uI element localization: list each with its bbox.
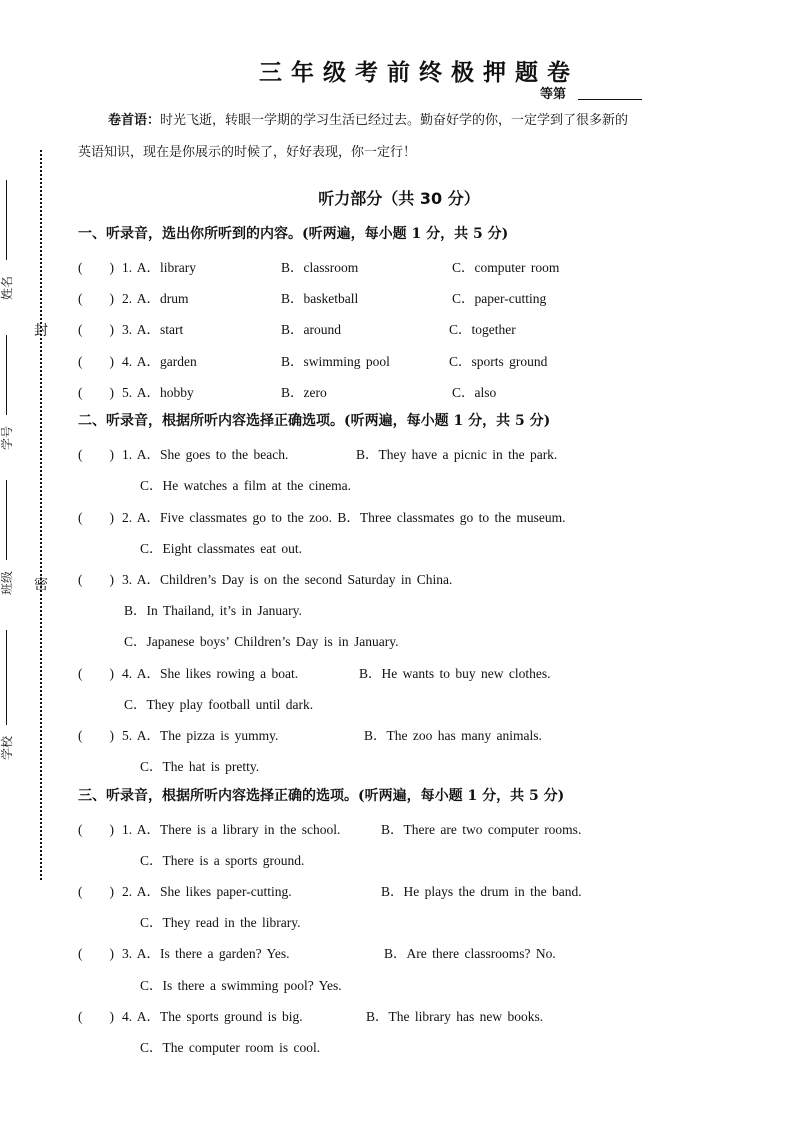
option-c: C．He watches a film at the cinema. <box>140 478 352 493</box>
student-id-label: 学号 <box>0 425 14 450</box>
option-a: 1. A．There is a library in the school. <box>122 822 341 837</box>
section-3-heading: 三、听录音，根据所听内容选择正确的选项。(听两遍，每小题 1 分，共 5 分) <box>78 788 565 804</box>
answer-paren[interactable]: ( ) <box>78 728 114 743</box>
answer-paren[interactable]: ( ) <box>78 1009 114 1024</box>
option-a-b: 2. A．Five classmates go to the zoo. B．Three classmates go to the museum. <box>122 510 566 525</box>
option-b: B．zero <box>281 385 327 400</box>
option-a: 4. A．The sports ground is big. <box>122 1009 303 1024</box>
option-a: 4. A．garden <box>122 354 197 369</box>
page-title: 三年级考前终极押题卷 <box>259 59 579 86</box>
student-id-blank-line <box>6 335 7 415</box>
option-b: B．The library has new books. <box>366 1009 544 1024</box>
option-b: B．classroom <box>281 260 359 275</box>
option-a: 1. A．library <box>122 260 196 275</box>
answer-paren[interactable]: ( ) <box>78 385 114 400</box>
option-a: 3. A．Children’s Day is on the second Saturday in China. <box>122 572 453 587</box>
intro-line-1 <box>108 109 628 128</box>
option-b: B．around <box>281 322 341 337</box>
option-b: B．In Thailand, it’s in January. <box>124 603 302 618</box>
option-c: C．They play football until dark. <box>124 697 314 712</box>
answer-paren[interactable]: ( ) <box>78 946 114 961</box>
option-a: 3. A．start <box>122 322 184 337</box>
grade-blank-line <box>578 99 642 100</box>
answer-paren[interactable]: ( ) <box>78 260 114 275</box>
answer-paren[interactable]: ( ) <box>78 322 114 337</box>
option-c: C．Is there a swimming pool? Yes. <box>140 978 342 993</box>
option-a: 2. A．She likes paper-cutting. <box>122 884 292 899</box>
option-c: C．Japanese boys’ Children’s Day is in January. <box>124 634 399 649</box>
class-label: 班级 <box>0 570 14 595</box>
answer-paren[interactable]: ( ) <box>78 666 114 681</box>
grade-label: 等第 <box>540 87 567 102</box>
listening-part-title: 听力部分（共 30 分） <box>318 189 480 208</box>
option-c: C．also <box>452 385 497 400</box>
option-a: 4. A．She likes rowing a boat. <box>122 666 299 681</box>
answer-paren[interactable]: ( ) <box>78 447 114 462</box>
answer-paren[interactable]: ( ) <box>78 822 114 837</box>
option-c: C．Eight classmates eat out. <box>140 541 302 556</box>
answer-paren[interactable]: ( ) <box>78 354 114 369</box>
option-b: B．He plays the drum in the band. <box>381 884 582 899</box>
option-b: B．swimming pool <box>281 354 390 369</box>
option-b: B．Are there classrooms? No. <box>384 946 556 961</box>
section-1-heading: 一、听录音，选出你所听到的内容。(听两遍，每小题 1 分，共 5 分) <box>78 226 509 242</box>
seal-char-mi: 密 <box>34 577 48 593</box>
option-c: C．The hat is pretty. <box>140 759 260 774</box>
answer-paren[interactable]: ( ) <box>78 884 114 899</box>
option-a: 3. A．Is there a garden? Yes. <box>122 946 290 961</box>
option-b: B．There are two computer rooms. <box>381 822 582 837</box>
answer-paren[interactable]: ( ) <box>78 291 114 306</box>
section-2-heading: 二、听录音，根据所听内容选择正确选项。(听两遍，每小题 1 分，共 5 分) <box>78 413 551 429</box>
option-c: C．paper-cutting <box>452 291 547 306</box>
class-blank-line <box>6 480 7 560</box>
option-a: 5. A．hobby <box>122 385 194 400</box>
name-label: 姓名 <box>0 275 14 300</box>
school-label: 学校 <box>0 735 14 760</box>
option-c: C．There is a sports ground. <box>140 853 305 868</box>
answer-paren[interactable]: ( ) <box>78 510 114 525</box>
option-b: B．basketball <box>281 291 359 306</box>
option-c: C．The computer room is cool. <box>140 1040 321 1055</box>
answer-paren[interactable]: ( ) <box>78 572 114 587</box>
option-b: B．He wants to buy new clothes. <box>359 666 551 681</box>
option-b: B．The zoo has many animals. <box>364 728 542 743</box>
option-c: C．They read in the library. <box>140 915 301 930</box>
school-blank-line <box>6 630 7 725</box>
option-a: 2. A．drum <box>122 291 189 306</box>
option-b: B．They have a picnic in the park. <box>356 447 558 462</box>
option-a: 1. A．She goes to the beach. <box>122 447 289 462</box>
intro-text-1: 时光飞逝，转眼一学期的学习生活已经过去。勤奋好学的你，一定学到了很多新的 <box>160 113 629 128</box>
option-a: 5. A．The pizza is yummy. <box>122 728 279 743</box>
option-c: C．computer room <box>452 260 560 275</box>
option-c: C．together <box>449 322 516 337</box>
intro-label: 卷首语： <box>108 113 161 128</box>
option-c: C．sports ground <box>449 354 548 369</box>
seal-char-feng: 封 <box>34 323 48 339</box>
binding-dotted-line <box>40 150 42 880</box>
intro-line-2: 英语知识，现在是你展示的时候了，好好表现，你一定行！ <box>78 145 417 160</box>
